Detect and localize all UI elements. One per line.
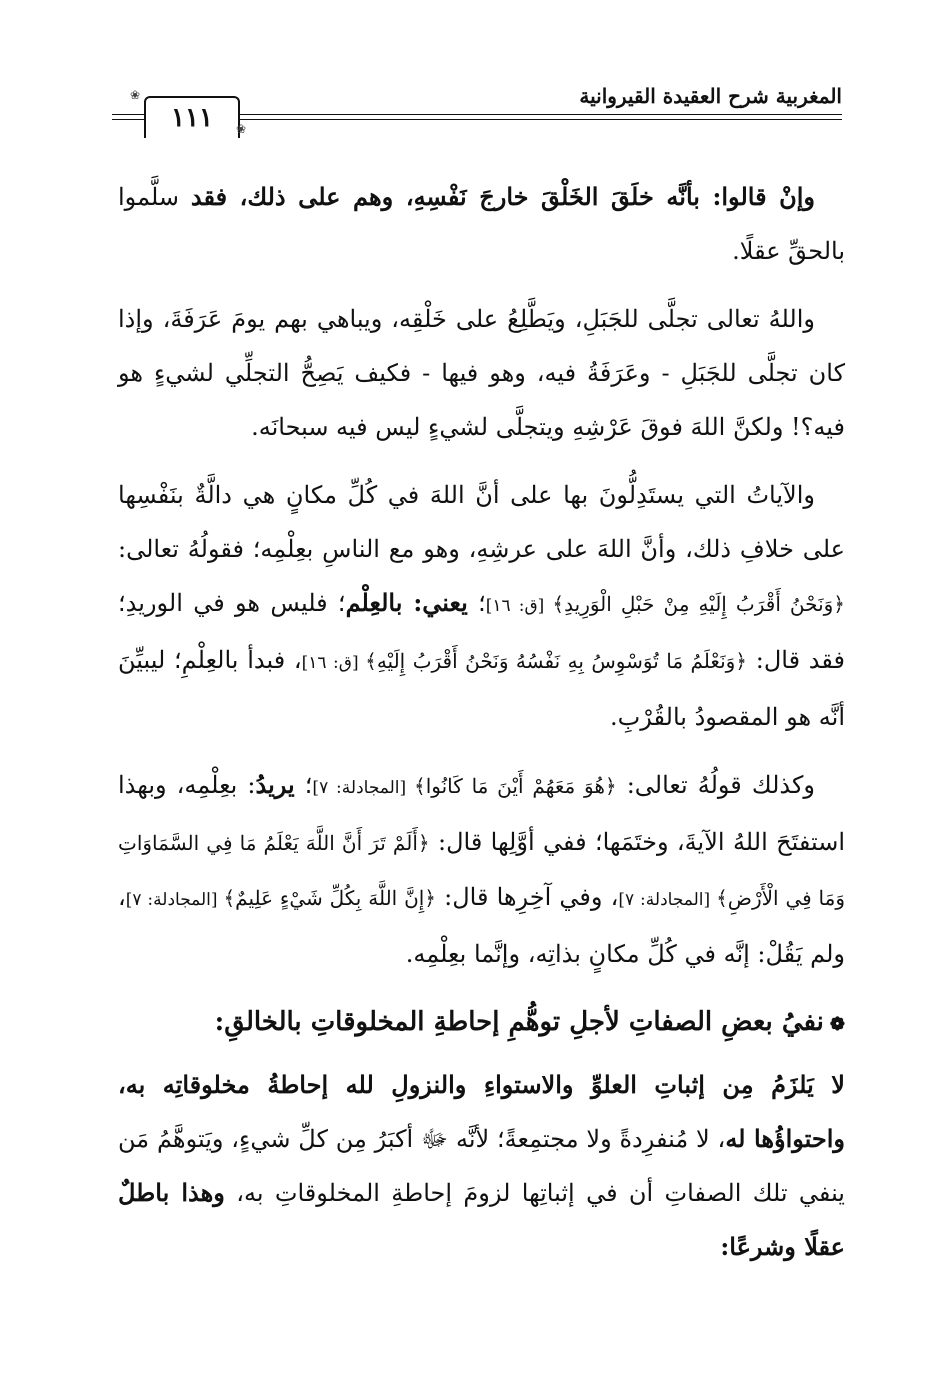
section-paragraph: [118, 1058, 845, 1274]
paragraph-text: : بعِلْمِه، وبهذا استفتَحَ اللهُ الآيةَ، وختَمَها؛ ففي أوَّلِها قال:: [118, 771, 845, 856]
section-heading: [118, 995, 845, 1052]
paragraph-text: ، فبدأ بالعِلْمِ؛ ليبيِّنَ أنَّه هو المقصودُ بالقُرْبِ.: [118, 646, 845, 731]
verse-reference: [المجادلة: ٧]: [312, 778, 414, 798]
paragraph-text: ، ولم يَقُلْ: إنَّه في كُلِّ مكانٍ بذاتِه، وإنَّما بعِلْمِه.: [118, 883, 845, 968]
bold-phrase: وهذا باطلٌ عقلًا وشرعًا:: [118, 1178, 845, 1261]
section-heading-text: نفيُ بعضِ الصفاتِ لأجلِ توهُّمِ إحاطةِ المخلوقاتِ بالخالقِ:: [214, 1007, 824, 1037]
paragraph-1: [118, 170, 845, 278]
ornament-icon: ❀: [130, 88, 141, 102]
quran-verse: ﴿وَنَحْنُ أَقْرَبُ إِلَيْهِ مِنْ حَبْلِ الْوَرِيدِ﴾: [552, 592, 846, 616]
paragraph-lead: وإنْ قالوا: بأنَّه خلَقَ الخَلْقَ خارجَ نَفْسِهِ، وهم على ذلك، فقد: [190, 182, 815, 211]
quran-verse: ﴿هُوَ مَعَهُمْ أَيْنَ مَا كَانُوا﴾: [414, 774, 617, 798]
paragraph-text: وكذلك قولُهُ تعالى:: [616, 771, 815, 799]
bold-phrase: يريدُ: [255, 770, 295, 799]
verse-reference: [ق: ١٦]: [301, 653, 366, 673]
paragraph-2: واللهُ تعالى تجلَّى للجَبَلِ، ويَطَّلِعُ على خَلْقِه، ويباهي بهم يومَ عَرَفَةَ، وإذا كان تجلَّى للجَبَلِ - وعَرَفَةُ فيه، وهو فيها - فكيف يَصِحُّ التجلِّي لشيءٍ هو فيه؟! ولكنَّ اللهَ فوقَ عَرْشِهِ ويتجلَّى لشيءٍ ليس فيه سبحانَه.: [118, 305, 845, 441]
page-header: [112, 84, 842, 144]
paragraph-text: ؛: [294, 771, 313, 799]
paragraph-text: ، لا مُنفرِدةً ولا مجتمِعةً؛ لأنَّه ﷻ أكبَرُ مِن كلِّ شيءٍ، ويَتوهَّمُ مَن ينفي تلك الصفاتِ أن في إثباتِها لزومَ إحاطةِ المخلوقاتِ به،: [118, 1125, 845, 1207]
paragraph-text: والآياتُ التي يستَدِلُّونَ بها على أنَّ اللهَ في كُلِّ مكانٍ هي دالَّةٌ بنَفْسِها على خلافِ ذلك، وأنَّ اللهَ على عرشِهِ، وهو مع الناسِ بعِلْمِه؛ فقولُهُ تعالى:: [118, 481, 845, 563]
bold-phrase: لا يَلزَمُ مِن إثباتِ العلوِّ والاستواءِ والنزولِ لله إحاطةُ مخلوقاتِه به، واحتواؤُها له: [118, 1070, 846, 1153]
verse-reference: [ق: ١٦]: [485, 596, 553, 616]
book-title: المغربية شرح العقيدة القيروانية: [571, 84, 842, 108]
paragraph-text: ؛ فليس هو في الوريدِ؛ فقد قال:: [118, 589, 846, 674]
verse-reference: [المجادلة: ٧]: [618, 890, 717, 910]
quran-verse: ﴿أَلَمْ تَرَ أَنَّ اللَّهَ يَعْلَمُ مَا فِي السَّمَاوَاتِ وَمَا فِي الْأَرْضِ﴾: [118, 831, 845, 910]
quran-verse: ﴿وَنَعْلَمُ مَا تُوَسْوِسُ بِهِ نَفْسُهُ وَنَحْنُ أَقْرَبُ إِلَيْهِ﴾: [365, 649, 748, 673]
ornament-icon: ❀: [236, 122, 247, 136]
flower-ornament-icon: ❁: [829, 1014, 845, 1035]
paragraph-text: ، وفي آخِرِها قال:: [436, 883, 619, 911]
page-number: ١١١: [144, 96, 240, 138]
verse-reference: [المجادلة: ٧]: [125, 890, 224, 910]
bold-phrase: يعني: بالعِلْم: [345, 588, 468, 617]
paragraph-text: سلَّموا بالحقِّ عقلًا.: [118, 183, 845, 265]
paragraph-3: [118, 468, 845, 744]
paragraph-4: [118, 758, 845, 981]
page-body: [118, 170, 845, 1288]
quran-verse: ﴿إِنَّ اللَّهَ بِكُلِّ شَيْءٍ عَلِيمٌ﴾: [223, 886, 437, 910]
paragraph-text: ؛: [467, 589, 486, 617]
